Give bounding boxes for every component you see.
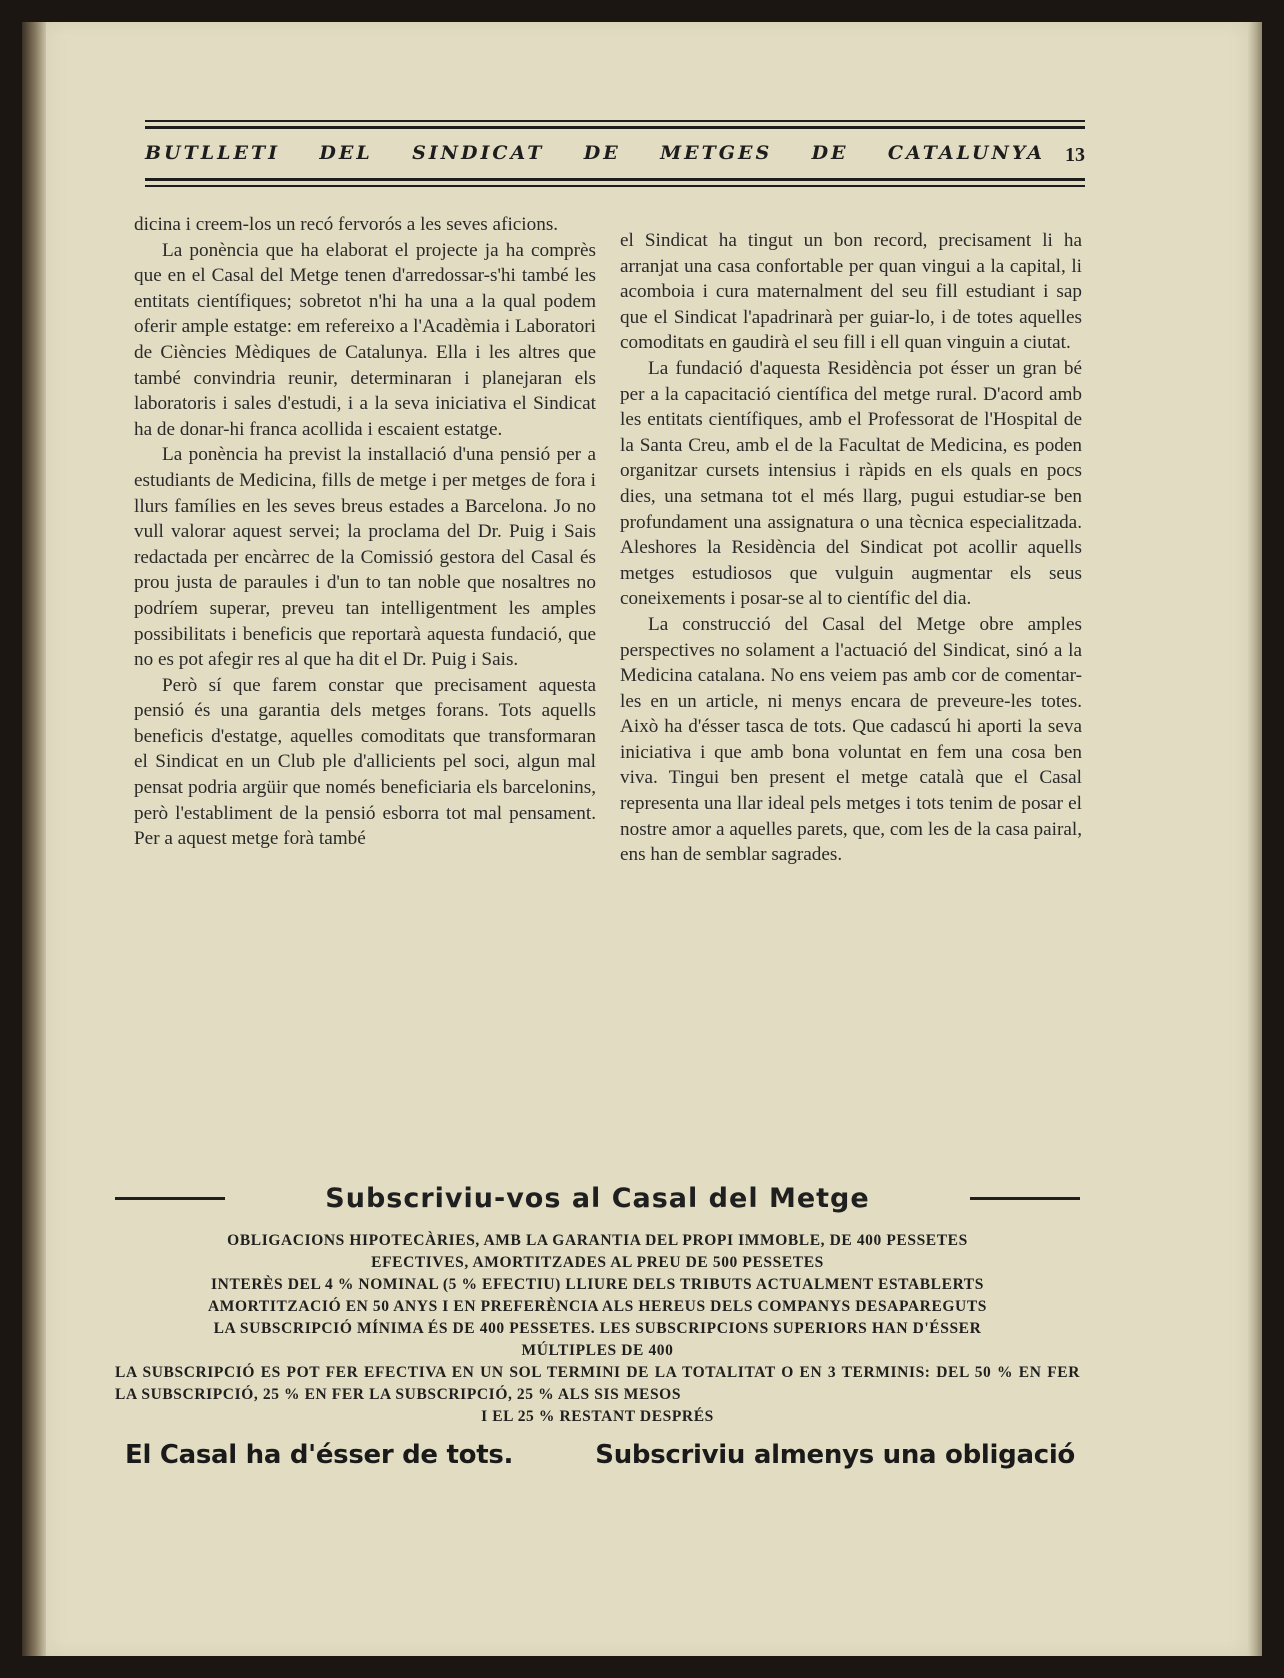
header-rule-top (145, 120, 1085, 122)
ad-title: Subscriviu-vos al Casal del Metge (325, 1182, 870, 1214)
journal-title (145, 142, 1045, 164)
header-word: SINDICAT (412, 142, 545, 164)
left-column (134, 212, 596, 852)
ad-line: LA SUBSCRIPCIÓ ES POT FER EFECTIVA EN UN SOL TERMINI DE LA TOTALITAT O EN 3 TERMINIS: DEL 50 % EN FER LA SUBSCRIPCIÓ, 25 % EN FER LA SUBSCRIPCIÓ, 25 % ALS SIS MESOS (115, 1364, 1080, 1403)
header-word: METGES (660, 142, 773, 164)
slogan-left: El Casal ha d'ésser de tots. (125, 1440, 514, 1470)
paragraph: Però sí que farem constar que precisament aquesta pensió és una garantia dels metges forans. Tots aquells beneficis d'estatge, aquelles comoditats que transformaran el Sindicat en un Club ple d'allicients pel soci, algun mal pensat podria argüir que només beneficiaria els barcelonins, però l'establiment de la pensió esborra tot mal pensament. Per a aquest metge forà també (134, 674, 596, 850)
slogan-row (125, 1440, 1075, 1470)
ad-body (115, 1230, 1080, 1428)
header-word: DEL (319, 142, 373, 164)
ad-line: INTERÈS DEL 4 % NOMINAL (5 % EFECTIU) LLIURE DELS TRIBUTS ACTUALMENT ESTABLERTS (211, 1276, 984, 1293)
page-number: 13 (1065, 144, 1085, 166)
ad-line: AMORTITZACIÓ EN 50 ANYS I EN PREFERÈNCIA ALS HEREUS DELS COMPANYS DESAPAREGUTS (207, 1298, 988, 1315)
book-spine (22, 22, 46, 1656)
ad-title-rule-left (115, 1197, 225, 1200)
right-column (620, 228, 1082, 868)
paragraph: dicina i creem-los un recó fervorós a les seves aficions. (134, 214, 559, 235)
paragraph: La ponència que ha elaborat el projecte ja ha comprès que en el Casal del Metge tenen d'arredossar-s'hi també les entitats científiques; sobretot n'hi ha una a la qual podem oferir ample estatge: em refereixo a l'Acadèmia i Laboratori de Ciències Mèdiques de Catalunya. Ella i les altres que també convindria reunir, determinaran i planejaran els laboratoris i sales d'estudi, i a la seva iniciativa el Sindicat ha de donar-hi franca acollida i escaient estatge. (134, 239, 596, 440)
ad-line: LA SUBSCRIPCIÓ MÍNIMA ÉS DE 400 PESSETES. LES SUBSCRIPCIONS SUPERIORS HAN D'ÉSSER (213, 1320, 982, 1337)
ad-title-row (115, 1178, 1080, 1218)
header-word: CATALUNYA (887, 142, 1045, 164)
ad-line: OBLIGACIONS HIPOTECÀRIES, AMB LA GARANTIA DEL PROPI IMMOBLE, DE 400 PESSETES (227, 1232, 968, 1249)
header-rule-top-2 (145, 126, 1085, 129)
paragraph: La construcció del Casal del Metge obre amples perspectives no solament a l'actuació del Sindicat, sinó a la Medicina catalana. No ens veiem pas amb cor de comentar-les en un article, ni menys encara de preveure-les totes. Això ha d'ésser tasca de tots. Que cadascú hi aporti la seva iniciativa i que amb bona voluntat en fem una cosa ben viva. Tingui ben present el metge català que el Casal representa una llar ideal pels metges i tots tenim de posar el nostre amor a aquelles parets, que, com les de la casa pairal, ens han de semblar sagrades. (620, 613, 1082, 866)
header-rule-bottom-2 (145, 185, 1085, 187)
paragraph: La ponència ha previst la installació d'una pensió per a estudiants de Medicina, fills de metge i per metges de fora i llurs famílies en les seves breus estades a Barcelona. Jo no vull valorar aquest servei; la proclama del Dr. Puig i Sais redactada per encàrrec de la Comissió gestora del Casal és prou justa de paraules i d'un to tan noble que nosaltres no podríem superar, preveu tan intelligentment les amples possibilitats i beneficis que reportarà aquesta fundació, que no es pot afegir res al que ha dit el Dr. Puig i Sais. (134, 444, 596, 671)
paragraph: La fundació d'aquesta Residència pot ésser un gran bé per a la capacitació científica del metge rural. D'acord amb les entitats científiques, amb el Professorat de l'Hospital de la Santa Creu, amb el de la Facultat de Medicina, es poden organitzar cursets intensius i ràpids en els quals en pocs dies, una setmana tot el més llarg, pugui estudiar-se ben profundament una assignatura o una tècnica especialitzada. Aleshores la Residència del Sindicat pot acollir aquells metges estudiosos que vulguin augmentar els seus coneixements i posar-se al to científic del dia. (620, 357, 1082, 610)
ad-title-rule-right (970, 1197, 1080, 1200)
ad-line: EFECTIVES, AMORTITZADES AL PREU DE 500 PESSETES (371, 1254, 824, 1271)
ad-line: MÚLTIPLES DE 400 (521, 1342, 674, 1359)
slogan-right: Subscriviu almenys una obligació (595, 1440, 1075, 1470)
ad-line: I EL 25 % RESTANT DESPRÉS (481, 1408, 714, 1425)
header-word: BUTLLETI (145, 142, 280, 164)
header-word: DE (583, 142, 621, 164)
header-word: DE (811, 142, 849, 164)
paragraph: el Sindicat ha tingut un bon record, precisament li ha arranjat una casa confortable per quan vingui a la capital, li acomboia i cura maternalment del seu fill estudiant i sap que el Sindicat l'apadrinarà per guiar-lo, i de totes aquelles comoditats en gaudirà el seu fill i ell quan vinguin a ciutat. (620, 230, 1082, 354)
page-edge (1248, 22, 1262, 1656)
subscription-advertisement (115, 1178, 1080, 1428)
running-header (145, 120, 1085, 198)
header-rule-bottom (145, 178, 1085, 181)
